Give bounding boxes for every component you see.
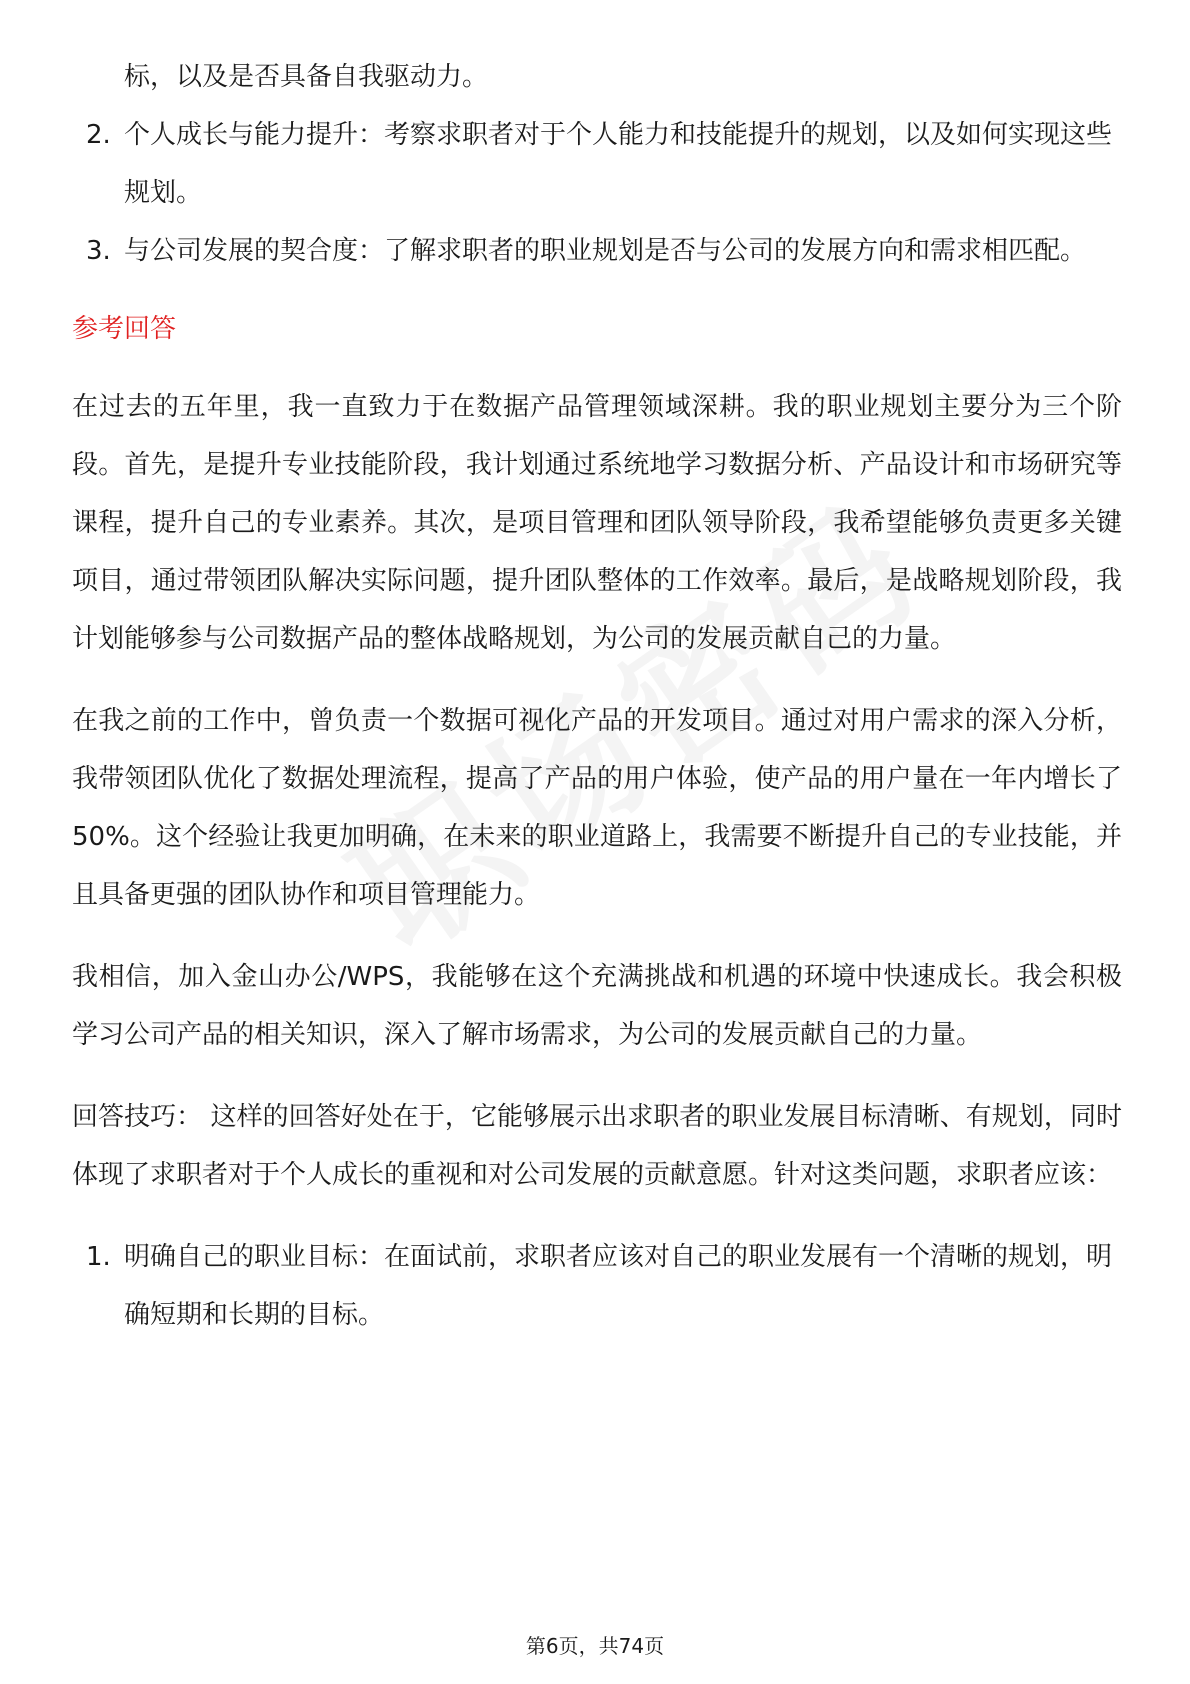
list-item xyxy=(72,1228,1122,1344)
answer-paragraph: 我相信，加入金山办公/WPS，我能够在这个充满挑战和机遇的环境中快速成长。我会积极学习公司产品的相关知识，深入了解市场需求，为公司的发展贡献自己的力量。 xyxy=(72,962,1122,1050)
document-body xyxy=(72,48,1122,1344)
list-number: 1. xyxy=(86,1242,111,1272)
answer-paragraph: 在我之前的工作中，曾负责一个数据可视化产品的开发项目。通过对用户需求的深入分析，我带领团队优化了数据处理流程，提高了产品的用户体验，使产品的用户量在一年内增长了50%。这个经验让我更加明确，在未来的职业道路上，我需要不断提升自己的专业技能，并且具备更强的团队协作和项目管理能力。 xyxy=(72,706,1122,910)
list-item-text: 明确自己的职业目标：在面试前，求职者应该对自己的职业发展有一个清晰的规划，明确短期和长期的目标。 xyxy=(124,1242,1113,1330)
list-item xyxy=(72,106,1122,222)
list-number: 2. xyxy=(86,120,111,150)
answer-paragraph: 在过去的五年里，我一直致力于在数据产品管理领域深耕。我的职业规划主要分为三个阶段。首先，是提升专业技能阶段，我计划通过系统地学习数据分析、产品设计和市场研究等课程，提升自己的专业素养。其次，是项目管理和团队领导阶段，我希望能够负责更多关键项目，通过带领团队解决实际问题，提升团队整体的工作效率。最后，是战略规划阶段，我计划能够参与公司数据产品的整体战略规划，为公司的发展贡献自己的力量。 xyxy=(72,392,1122,654)
list-item xyxy=(72,222,1122,280)
list-item-text: 与公司发展的契合度：了解求职者的职业规划是否与公司的发展方向和需求相匹配。 xyxy=(124,236,1087,266)
list-item-text: 个人成长与能力提升：考察求职者对于个人能力和技能提升的规划，以及如何实现这些规划。 xyxy=(124,120,1113,208)
list-item-continuation: 标，以及是否具备自我驱动力。 xyxy=(124,62,489,92)
page-footer: 第6页，共74页 xyxy=(525,1634,665,1658)
list-number: 3. xyxy=(86,236,111,266)
tips-paragraph: 回答技巧： 这样的回答好处在于，它能够展示出求职者的职业发展目标清晰、有规划，同时体现了求职者对于个人成长的重视和对公司发展的贡献意愿。针对这类问题，求职者应该： xyxy=(72,1102,1122,1190)
section-heading: 参考回答 xyxy=(72,314,177,344)
